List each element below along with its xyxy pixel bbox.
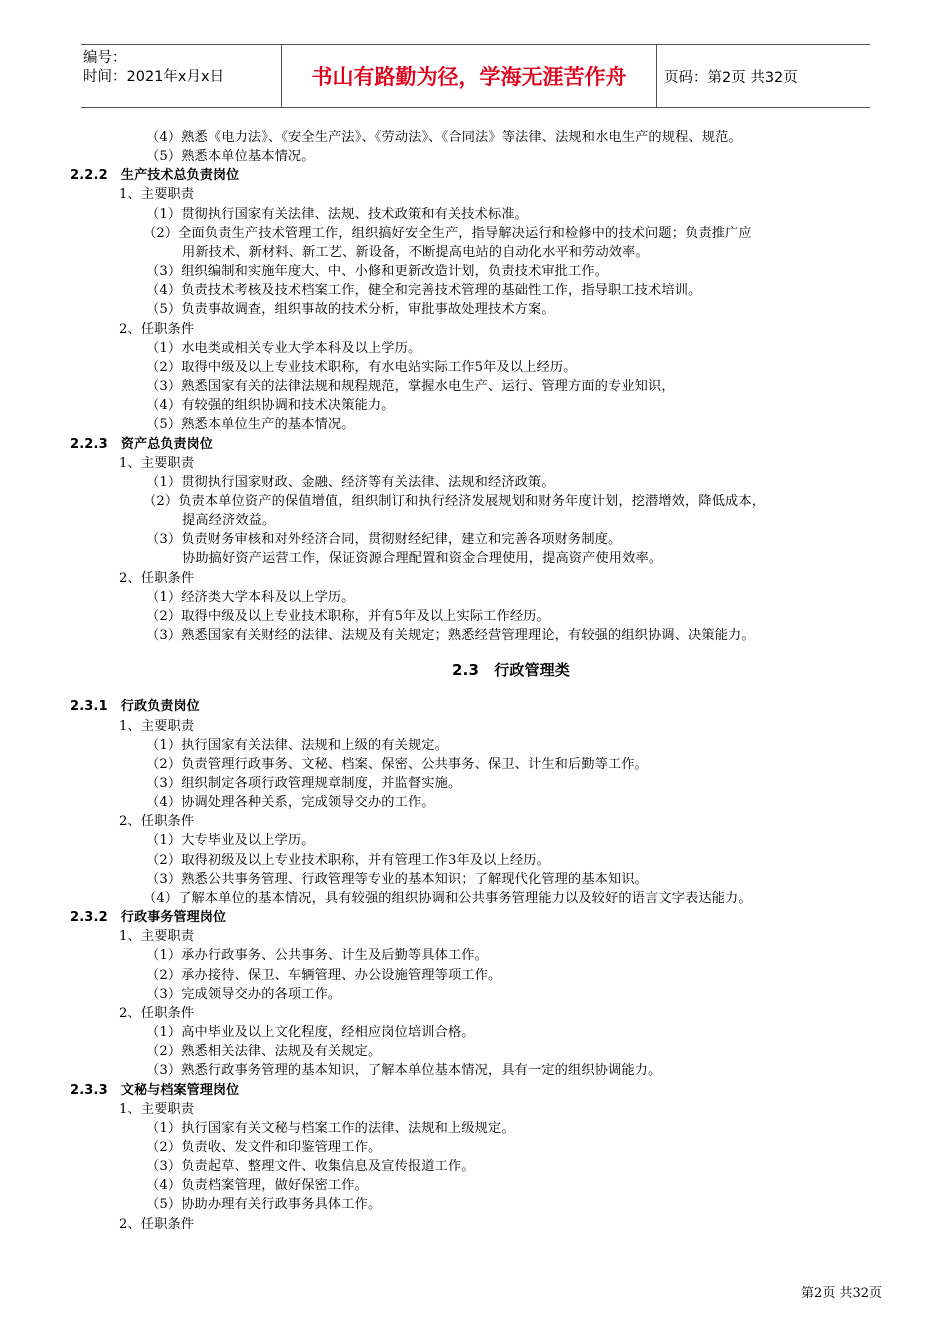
subsection-label: 1、主要职责 (119, 718, 195, 734)
subsection-label: 2、任职条件 (119, 570, 195, 586)
document-date-label: 时间：2021年x月x日 (83, 69, 225, 85)
list-item: （5）熟悉本单位基本情况。 (146, 149, 315, 165)
header-motto: 书山有路勤为径，学海无涯苦作舟 (282, 45, 657, 107)
section-heading: 2.3.3 文秘与档案管理岗位 (70, 1082, 240, 1098)
list-item: （4）协调处理各种关系，完成领导交办的工作。 (146, 795, 435, 811)
list-item: （2）取得中级及以上专业技术职称，并有5年及以上实际工作经历。 (146, 608, 550, 624)
list-item: （1）贯彻执行国家有关法律、法规、技术政策和有关技术标准。 (146, 206, 528, 222)
page-header (81, 44, 870, 108)
list-item: （1）执行国家有关文秘与档案工作的法律、法规和上级规定。 (146, 1120, 515, 1136)
list-item: （3）负责起草、整理文件、收集信息及宣传报道工作。 (146, 1159, 475, 1175)
header-page-number: 页码：第2页 共32页 (664, 69, 798, 86)
subsection-label: 1、主要职责 (119, 929, 195, 945)
list-item: （4）有较强的组织协调和技术决策能力。 (146, 398, 395, 414)
list-item: （4）负责档案管理，做好保密工作。 (146, 1178, 368, 1194)
list-item: （3）完成领导交办的各项工作。 (146, 986, 342, 1002)
subsection-label: 2、任职条件 (119, 1005, 195, 1021)
list-item: （2）取得中级及以上专业技术职称，有水电站实际工作5年及以上经历。 (146, 359, 577, 375)
subsection-label: 2、任职条件 (119, 1216, 195, 1232)
list-item: （1）高中毕业及以上文化程度，经相应岗位培训合格。 (146, 1025, 475, 1041)
list-item: （3）负责财务审核和对外经济合同，贯彻财经纪律，建立和完善各项财务制度。 (146, 532, 622, 548)
subsection-label: 2、任职条件 (119, 321, 195, 337)
list-item: （3）熟悉国家有关的法律法规和规程规范，掌握水电生产、运行、管理方面的专业知识， (146, 379, 675, 395)
list-item: （1）执行国家有关法律、法规和上级的有关规定。 (146, 737, 448, 753)
list-item: （4）熟悉《电力法》、《安全生产法》、《劳动法》、《合同法》等法律、法规和水电生产的规程、规范。 (146, 130, 742, 145)
list-item: （2）取得初级及以上专业技术职称，并有管理工作3年及以上经历。 (146, 852, 550, 868)
list-item: （2）熟悉相关法律、法规及有关规定。 (146, 1044, 382, 1060)
list-item: （1）大专毕业及以上学历。 (146, 833, 315, 849)
list-item: （2）负责管理行政事务、文秘、档案、保密、公共事务、保卫、计生和后勤等工作。 (146, 756, 649, 772)
list-item: 协助搞好资产运营工作，保证资源合理配置和资金合理使用，提高资产使用效率。 (182, 551, 663, 567)
list-item: （4）了解本单位的基本情况，具有较强的组织协调和公共事务管理能力以及较好的语言文字表达能力。 (143, 890, 752, 906)
chapter-heading: 2.3 行政管理类 (452, 661, 570, 680)
list-item: （3）熟悉国家有关财经的法律、法规及有关规定；熟悉经营管理理论，有较强的组织协调、决策能力。 (146, 628, 755, 644)
list-item: （5）协助办理有关行政事务具体工作。 (146, 1197, 382, 1213)
list-item: （3）组织制定各项行政管理规章制度，并监督实施。 (146, 776, 462, 791)
list-item: （1）经济类大学本科及以上学历。 (146, 589, 355, 605)
document-number-label: 编号： (83, 50, 127, 66)
section-heading: 2.2.3 资产总负责岗位 (70, 436, 213, 452)
page-footer: 第2页 共32页 (801, 1286, 882, 1301)
list-item: （1）水电类或相关专业大学本科及以上学历。 (146, 340, 422, 356)
list-item: （2）负责本单位资产的保值增值，组织制订和执行经济发展规划和财务年度计划，挖潜增效，降低成本， (143, 493, 766, 509)
list-item: （2）负责收、发文件和印鉴管理工作。 (146, 1139, 382, 1155)
list-item: （2）全面负责生产技术管理工作，组织搞好安全生产，指导解决运行和检修中的技术问题；负责推广应 (143, 225, 752, 241)
list-item: 用新技术、新材料、新工艺、新设备，不断提高电站的自动化水平和劳动效率。 (182, 244, 649, 260)
section-heading: 2.3.2 行政事务管理岗位 (70, 910, 227, 926)
list-item: （3）组织编制和实施年度大、中、小修和更新改造计划，负责技术审批工作。 (146, 264, 609, 280)
subsection-label: 1、主要职责 (119, 455, 195, 471)
section-heading: 2.2.2 生产技术总负责岗位 (70, 168, 240, 184)
list-item: （3）熟悉行政事务管理的基本知识，了解本单位基本情况，具有一定的组织协调能力。 (146, 1063, 662, 1079)
document-body (66, 128, 896, 1234)
list-item: （1）承办行政事务、公共事务、计生及后勤等具体工作。 (146, 948, 488, 964)
subsection-label: 1、主要职责 (119, 1101, 195, 1117)
list-item: （5）负责事故调查，组织事故的技术分析，审批事故处理技术方案。 (146, 302, 555, 318)
list-item: （3）熟悉公共事务管理、行政管理等专业的基本知识；了解现代化管理的基本知识。 (146, 871, 649, 887)
list-item: 提高经济效益。 (182, 513, 276, 529)
list-item: （4）负责技术考核及技术档案工作，健全和完善技术管理的基础性工作，指导职工技术培训。 (146, 283, 702, 299)
list-item: （1）贯彻执行国家财政、金融、经济等有关法律、法规和经济政策。 (146, 474, 555, 490)
list-item: （5）熟悉本单位生产的基本情况。 (146, 417, 355, 433)
subsection-label: 2、任职条件 (119, 814, 195, 830)
header-meta (81, 45, 282, 107)
section-heading: 2.3.1 行政负责岗位 (70, 699, 200, 715)
list-item: （2）承办接待、保卫、车辆管理、办公设施管理等项工作。 (146, 967, 502, 983)
subsection-label: 1、主要职责 (119, 187, 195, 203)
